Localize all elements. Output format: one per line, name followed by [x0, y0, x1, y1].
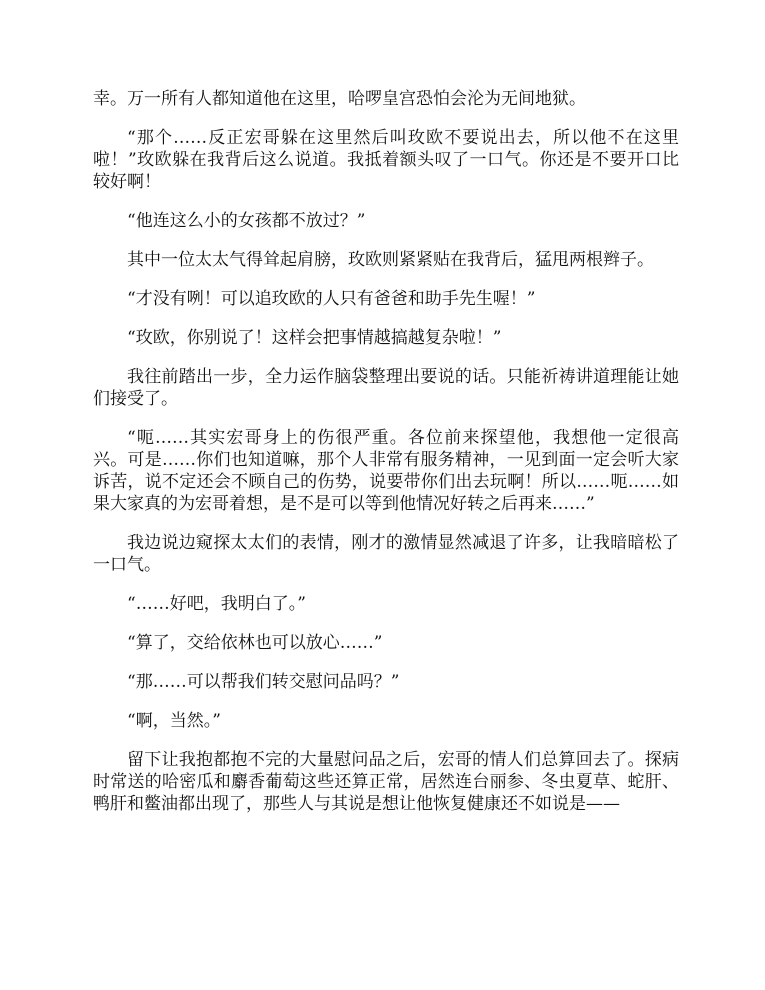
paragraph: “呃……其实宏哥身上的伤很严重。各位前来探望他，我想他一定很高兴。可是……你们也知道嘛，那个人非常有服务精神，一见到面一定会听大家诉苦，说不定还会不顾自己的伤势，说要带你们出去玩啊！所以……呃……如果大家真的为宏哥着想，是不是可以等到他情况好转之后再来……”: [93, 428, 679, 514]
paragraph: 我边说边窥探太太们的表情，刚才的激情显然减退了许多，让我暗暗松了一口气。: [93, 533, 679, 575]
paragraph: “那……可以帮我们转交慰问品吗？”: [127, 672, 400, 692]
paragraph: “……好吧，我明白了。”: [127, 594, 306, 614]
paragraph: 我往前踏出一步，全力运作脑袋整理出要说的话。只能祈祷讲道理能让她们接受了。: [93, 367, 679, 409]
body-text: [93, 88, 679, 832]
paragraph: “玫欧，你别说了！这样会把事情越搞越复杂啦！”: [127, 328, 502, 348]
paragraph: 幸。万一所有人都知道他在这里，哈啰皇宫恐怕会沦为无间地狱。: [93, 89, 586, 109]
paragraph: “才没有咧！可以追玫欧的人只有爸爸和助手先生喔！”: [127, 289, 536, 309]
paragraph: “算了，交给依林也可以放心……”: [127, 633, 383, 653]
paragraph: 留下让我抱都抱不完的大量慰问品之后，宏哥的情人们总算回去了。探病时常送的哈密瓜和麝香葡萄这些还算正常，居然连台丽参、冬虫夏草、蛇肝、鸭肝和鳖油都出现了，那些人与其说是想让他恢复健康还不如说是——: [93, 750, 679, 814]
paragraph: “那个……反正宏哥躲在这里然后叫玫欧不要说出去，所以他不在这里啦！”玫欧躲在我背后这么说道。我抵着额头叹了一口气。你还是不要开口比较好啊！: [93, 128, 679, 192]
paragraph: 其中一位太太气得耸起肩膀，玫欧则紧紧贴在我背后，猛甩两根辫子。: [127, 250, 654, 270]
paragraph: “啊，当然。”: [127, 711, 221, 731]
paragraph: “他连这么小的女孩都不放过？”: [127, 211, 366, 231]
